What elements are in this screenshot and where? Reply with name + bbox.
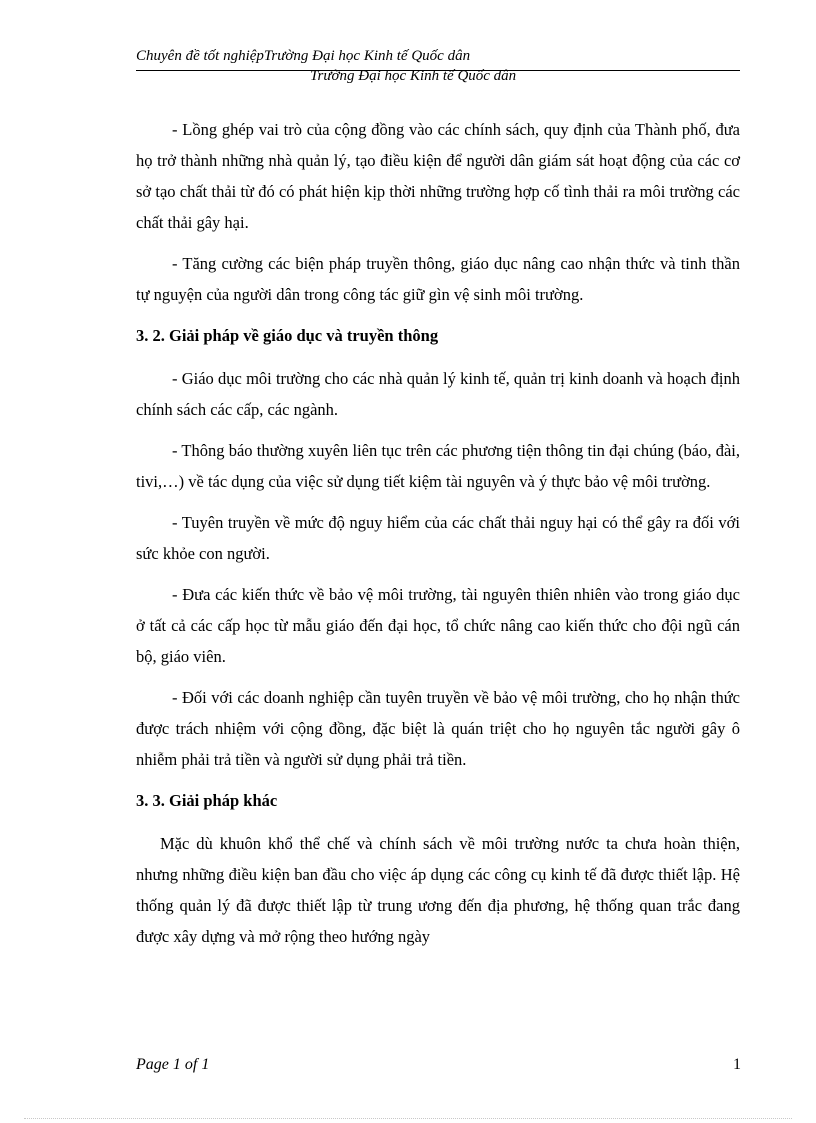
document-body [136,114,740,962]
paragraph: Mặc dù khuôn khổ thể chế và chính sách về môi trường nước ta chưa hoàn thiện, nhưng những điều kiện ban đầu cho việc áp dụng các công cụ kinh tế đã được thiết lập. Hệ thống quản lý đã được thiết lập từ trung ương đến địa phương, hệ thống quan trắc đang được xây dựng và mở rộng theo hướng ngày [136,834,740,946]
paragraph: - Tăng cường các biện pháp truyền thông, giáo dục nâng cao nhận thức và tinh thần tự nguyện của người dân trong công tác giữ gìn vệ sinh môi trường. [136,254,740,304]
paragraph: - Thông báo thường xuyên liên tục trên các phương tiện thông tin đại chúng (báo, đài, tivi,…) về tác dụng của việc sử dụng tiết kiệm tài nguyên và ý thực bảo vệ môi trường. [136,441,740,491]
page-bottom-border [24,1118,792,1119]
running-header: Chuyên đề tốt nghiệpTrường Đại học Kinh tế Quốc dân [136,48,471,64]
section-heading: 3. 2. Giải pháp về giáo dục và truyền thông [136,326,439,345]
paragraph: - Lồng ghép vai trò của cộng đồng vào các chính sách, quy định của Thành phố, đưa họ trở thành những nhà quản lý, tạo điều kiện để người dân giám sát hoạt động của các cơ sở tạo chất thải từ đó có phát hiện kịp thời những trường hợp cố tình thải ra môi trường các chất thải gây hại. [136,120,740,232]
running-header-secondary: Trường Đại học Kinh tế Quốc dân [310,68,517,84]
paragraph: - Giáo dục môi trường cho các nhà quản lý kinh tế, quản trị kinh doanh và hoạch định chính sách các cấp, các ngành. [136,369,740,419]
paragraph: - Đối với các doanh nghiệp cần tuyên truyền về bảo vệ môi trường, cho họ nhận thức được trách nhiệm với cộng đồng, đặc biệt là quán triệt cho họ nguyên tắc người gây ô nhiễm phải trả tiền và người sử dụng phải trả tiền. [136,688,740,769]
footer-page-label: Page 1 of 1 [136,1056,210,1073]
footer-page-number: 1 [733,1056,741,1073]
paragraph: - Tuyên truyền về mức độ nguy hiểm của các chất thải nguy hại có thể gây ra đối với sức khỏe con người. [136,513,740,563]
paragraph: - Đưa các kiến thức về bảo vệ môi trường, tài nguyên thiên nhiên vào trong giáo dục ở tất cả các cấp học từ mẫu giáo đến đại học, tổ chức nâng cao kiến thức cho đội ngũ cán bộ, giáo viên. [136,585,740,666]
section-heading: 3. 3. Giải pháp khác [136,791,278,810]
